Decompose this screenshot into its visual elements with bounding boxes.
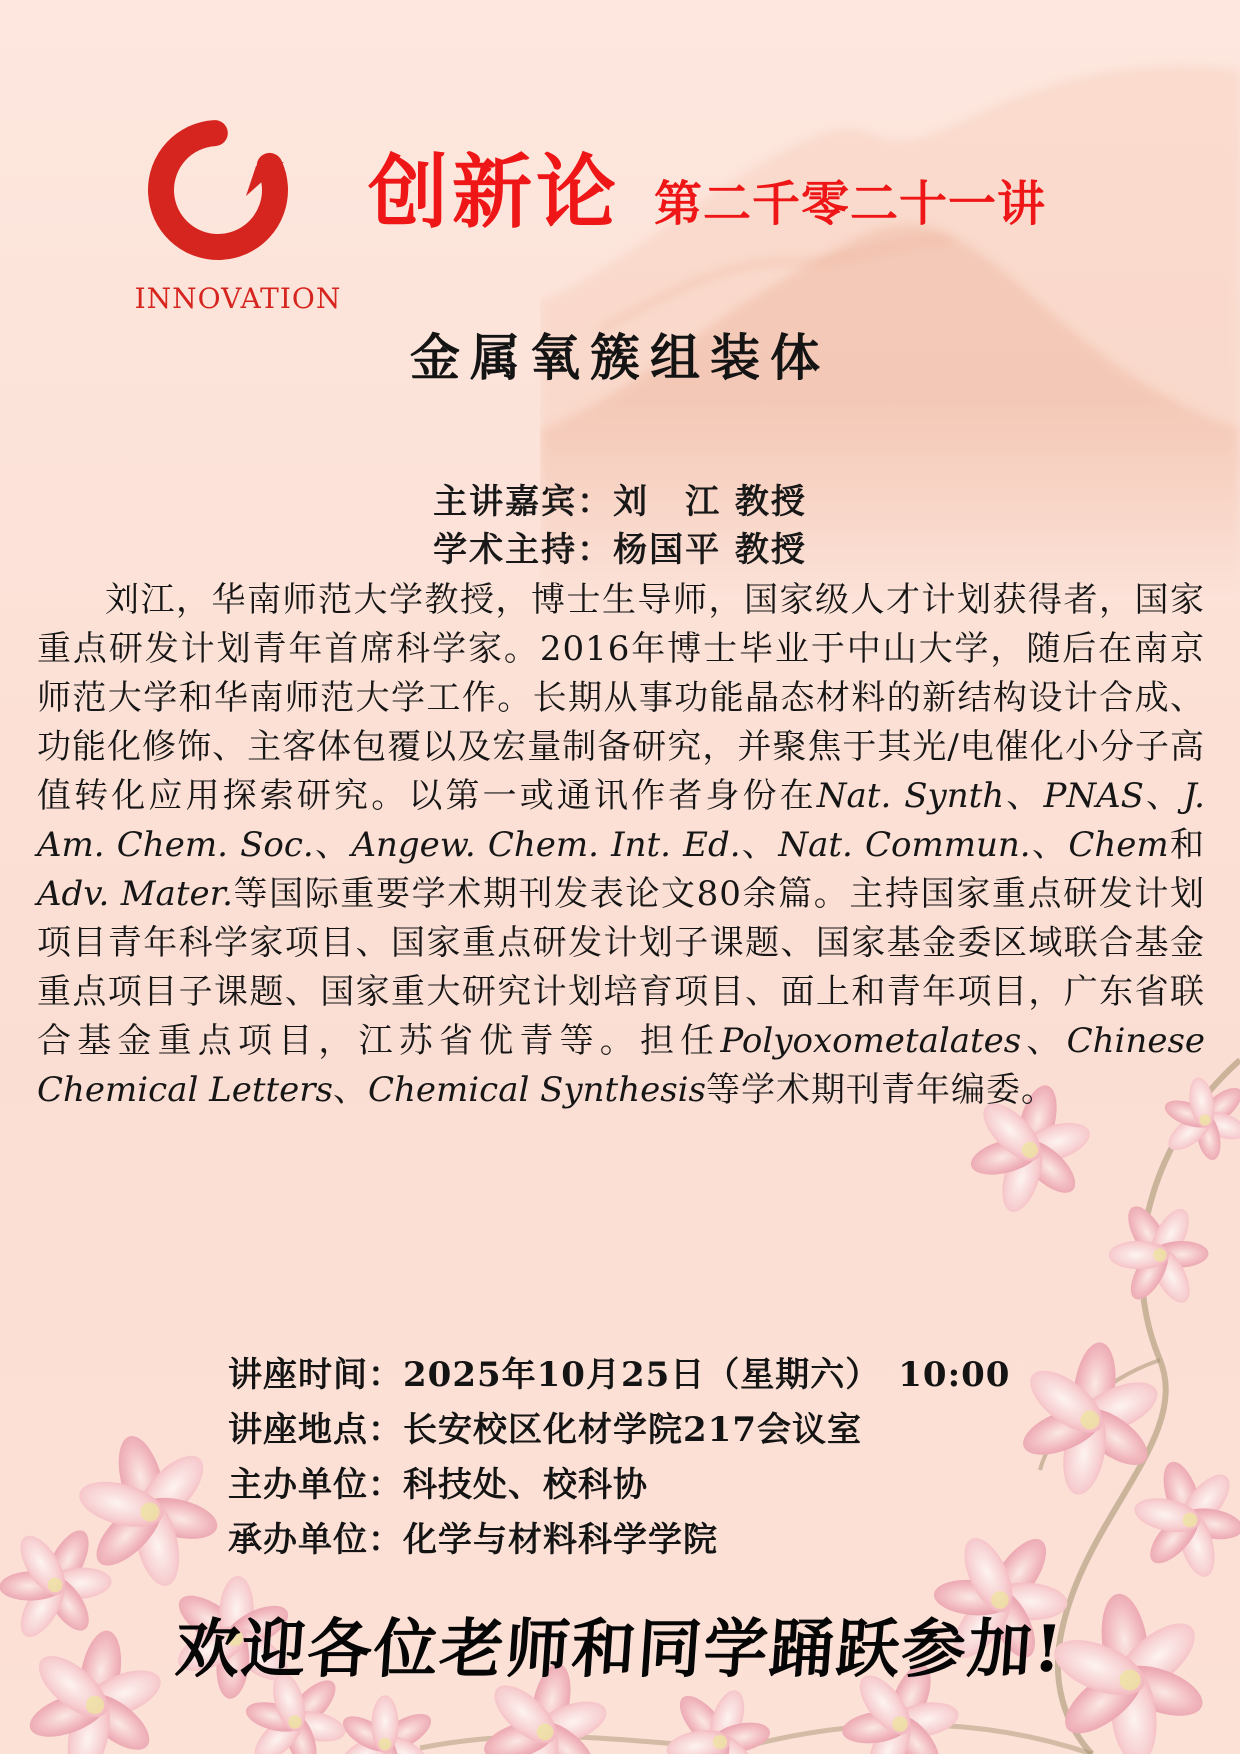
lecture-title: 金属氧簇组装体 <box>410 328 830 387</box>
series-title: 创新论 <box>368 146 620 239</box>
bio-segment: Polyoxometalates <box>720 1021 1022 1061</box>
speaker-line: 主讲嘉宾：刘 江 教授 <box>433 482 807 522</box>
bio-segment: Nat. Commun. <box>778 825 1031 865</box>
episode-title: 第二千零二十一讲 <box>654 176 1047 232</box>
bio-segment: 等学术期刊青年编委。 <box>706 1070 1056 1110</box>
bio-segment: PNAS <box>1043 776 1144 816</box>
detail-label: 讲座地点： <box>228 1410 403 1450</box>
detail-line-time <box>228 1348 1010 1403</box>
bio-segment: Chemical Synthesis <box>368 1070 706 1110</box>
innovation-logo-text: INNOVATION <box>134 282 342 315</box>
bio-segment: Nat. Synth <box>816 776 1005 816</box>
detail-value: 化学与材料科学学院 <box>403 1520 718 1560</box>
detail-label: 承办单位： <box>228 1520 403 1560</box>
bio-segment: 刘江，华南师范大学教授，博士生导师，国家级人才计划获得者，国家重点研发计划青年首席科学家。2016年博士毕业于中山大学，随后在南京师范大学和华南师范大学工作。长期从事功能晶态材料的新结构设计合成、功能化修饰、主客体包覆以及宏量制备研究，并聚焦于其光/电催化小分子高值转化应用探索研究。以第一或通讯作者身份在 <box>37 580 1205 816</box>
bio-segment: 、 <box>1143 776 1184 816</box>
bio-segment: Chinese Chemical Letters <box>37 1021 1206 1110</box>
detail-value: 2025年10月25日（星期六） 10:00 <box>403 1355 1011 1395</box>
bio-segment: 、 <box>1004 776 1044 816</box>
bio-segment: 等国际重要学术期刊发表论文80余篇。主持国家重点研发计划项目青年科学家项目、国家重点研发计划子课题、国家基金委区域联合基金重点项目子课题、国家重大研究计划培育项目、面上和青年项目，广东省联合基金重点项目，江苏省优青等。担任 <box>37 874 1205 1061</box>
bio-segment: J. Am. Chem. Soc. <box>37 776 1205 865</box>
bio-segment: 、 <box>740 825 779 865</box>
detail-line-place <box>228 1403 1010 1458</box>
series-title-row <box>368 128 1046 243</box>
speakers-block <box>0 478 1240 574</box>
innovation-ring-icon <box>128 108 308 280</box>
bio-segment: Chem <box>1068 825 1169 865</box>
bio-segment: 和 <box>1168 825 1206 865</box>
bio-segment: 、 <box>1021 1021 1067 1061</box>
detail-value: 长安校区化材学院217会议室 <box>403 1410 862 1450</box>
detail-label: 主办单位： <box>228 1465 403 1505</box>
bio-segment: 、 <box>313 825 352 865</box>
bio-segment: Adv. Mater. <box>37 874 233 914</box>
detail-value: 科技处、校科协 <box>403 1465 648 1505</box>
welcome-calligraphy: 欢迎各位老师和同学踊跃参加! <box>172 1612 1067 1687</box>
bio-segment: Angew. Chem. Int. Ed. <box>351 825 741 865</box>
detail-label: 讲座时间： <box>228 1355 403 1395</box>
bio-segment: 、 <box>1030 825 1069 865</box>
host-line: 学术主持：杨国平 教授 <box>433 530 807 570</box>
detail-line-host-org <box>228 1458 1010 1513</box>
bio-paragraph <box>37 576 1205 1115</box>
bio-segment: 、 <box>333 1070 368 1110</box>
details-block <box>228 1348 1010 1568</box>
innovation-logo <box>128 108 348 315</box>
detail-line-organizer <box>228 1513 1010 1568</box>
